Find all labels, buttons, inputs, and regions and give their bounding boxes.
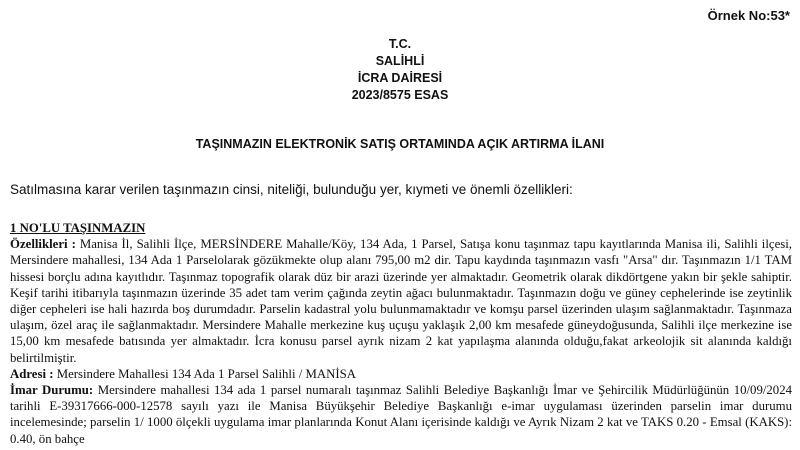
header-city: SALİHLİ — [375, 54, 425, 68]
zoning-text: Mersindere mahallesi 134 ada 1 parsel numaralı taşınmaz Salihli Belediye Başkanlığı İmar ve Şehircilik Müdürlüğünün 10/09/2024 tarihli E-39317666-000-12578 sayılı yazı ile Manisa Büyükşehir Belediye Başkanlığı e-imar uygulaması üzerinden parselin imar durumu incelemesinde; parselin 1/ 1000 ölçekli uygulama imar planlarında Konut Alanı içerisinde kaldığı ve Ayrık Nizam 2 kat ve TAKS 0.20 - Emsal (KAKS): 0.40, ön bahçe — [10, 383, 792, 446]
address-paragraph — [10, 366, 792, 382]
zoning-label: İmar Durumu: — [10, 383, 94, 398]
features-paragraph — [10, 236, 792, 366]
address-text: Mersindere Mahallesi 134 Ada 1 Parsel Salihli / MANİSA — [56, 366, 356, 381]
header-file-number: 2023/8575 ESAS — [351, 88, 449, 102]
header-office: İCRA DAİRESİ — [357, 71, 443, 85]
features-label: Özellikleri : — [10, 237, 76, 252]
property-section — [10, 220, 792, 447]
section-heading: 1 NO'LU TAŞINMAZIN — [10, 221, 146, 235]
zoning-paragraph — [10, 382, 792, 447]
court-header — [0, 36, 800, 104]
sample-number: Örnek No:53* — [707, 8, 790, 23]
address-label: Adresi : — [10, 366, 54, 381]
features-text: Manisa İl, Salihli İlçe, MERSİNDERE Mahalle/Köy, 134 Ada, 1 Parsel, Satışa konu taşınmaz tapu kayıtlarında Manisa ili, Salihli ilçesi, Mersindere mahallesi, 134 Ada 1 Parselolarak gözükmekte olup alanı 795,00 m2 dir. Tapu kaydında taşınmazın vasfı "Arsa" dır. Taşınmazın 1/1 TAM hissesi borçlu adına kayıtlıdır. Taşınmaz topografik olarak düz bir arazi üzerinde yer almaktadır. Geometrik olarak dikdörtgene yakın bir şekle sahiptir. Keşif tarihi itibarıyla taşınmazın üzerinde 35 adet tam verim çağında zeytin ağacı bulunmaktadır. Taşınmazın doğu ve güney cephelerinde ise zeytinlik diğer cepheleri ise hali hazırda boş durumdadır. Parselin kadastral yolu bulunmamaktadır ve komşu parsel üzerinden ulaşım sağlanmaktadır. Taşınmaza ulaşım, özel araç ile sağlanmaktadır. Mersindere Mahalle merkezine kuş uçuşu yaklaşık 2,00 km mesafede güneydoğusunda, Salihli ilçe merkezine ise 15,00 km mesafede batısında yer almaktadır. İcra konusu parsel ayrık nizam 2 kat yapılaşma alanında olduğu,fakat arkeolojik sit alanında kaldığı belirtilmiştir. — [10, 237, 792, 365]
intro-text: Satılmasına karar verilen taşınmazın cinsi, niteliği, bulunduğu yer, kıymeti ve önemli özellikleri: — [10, 182, 573, 197]
header-country: T.C. — [388, 37, 412, 51]
document-title: TAŞINMAZIN ELEKTRONİK SATIŞ ORTAMINDA AÇIK ARTIRMA İLANI — [195, 137, 605, 151]
